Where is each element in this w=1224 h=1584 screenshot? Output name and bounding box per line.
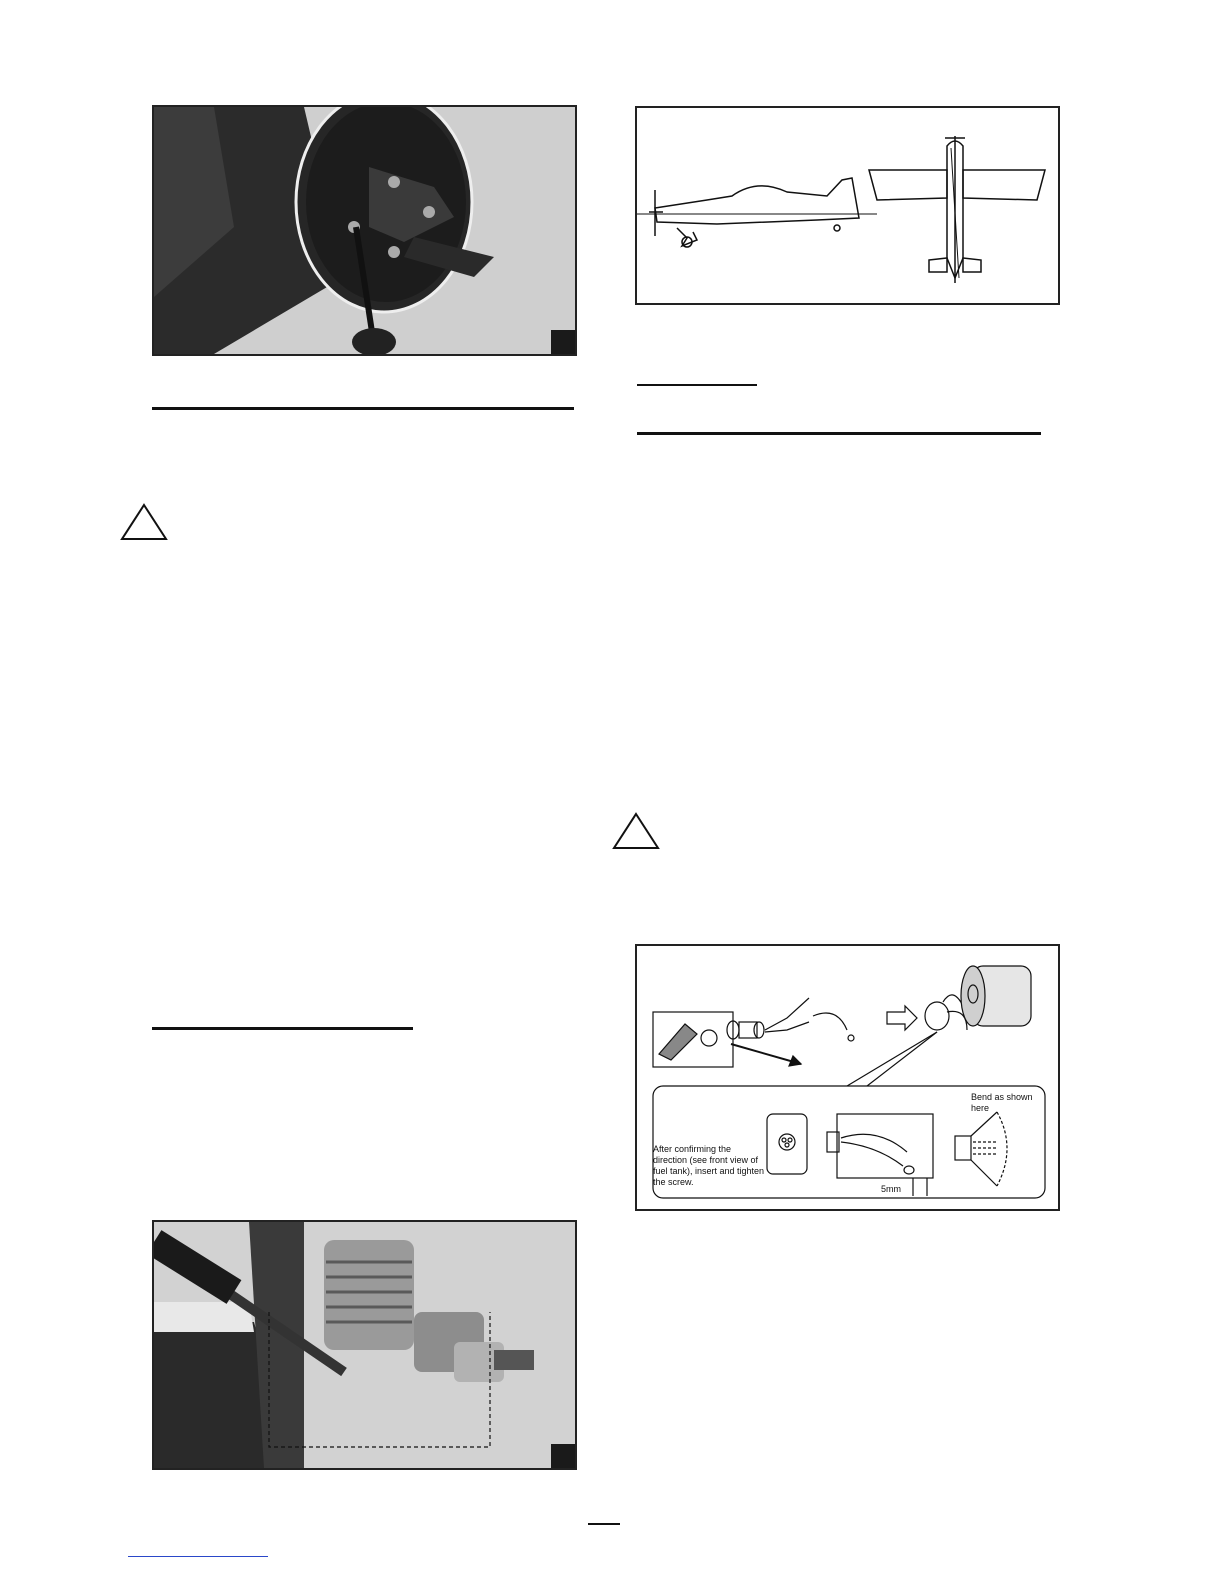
stopper-inset-box [653, 1012, 733, 1067]
engine-mount-photo [152, 1220, 577, 1470]
figure-number-tag [551, 330, 575, 354]
side-view-airplane [637, 178, 877, 247]
section-rule-left-1 [152, 407, 574, 410]
figure-number-tag [551, 1444, 575, 1468]
warning-triangle-icon [120, 503, 168, 541]
section-rule-right-2 [637, 432, 1041, 435]
airplane-alignment-diagram [635, 106, 1060, 305]
page-number-rule [588, 1523, 620, 1525]
fuel-tank-note-bend: Bend as shown here [971, 1092, 1033, 1113]
fuel-tank-assembly-diagram [635, 944, 1060, 1211]
firewall-photo [152, 105, 577, 356]
top-view-airplane [869, 136, 1045, 283]
section-rule-right-1 [637, 384, 757, 386]
fuel-tank-note-left: After confirming the direction (see front view of fuel tank), insert and tighten the screw. [653, 1144, 765, 1187]
fuel-tank-dimension: 5mm [881, 1184, 901, 1194]
section-rule-left-2 [152, 1027, 413, 1030]
warning-triangle-icon [612, 812, 660, 850]
footer-link-underline[interactable] [128, 1556, 268, 1557]
